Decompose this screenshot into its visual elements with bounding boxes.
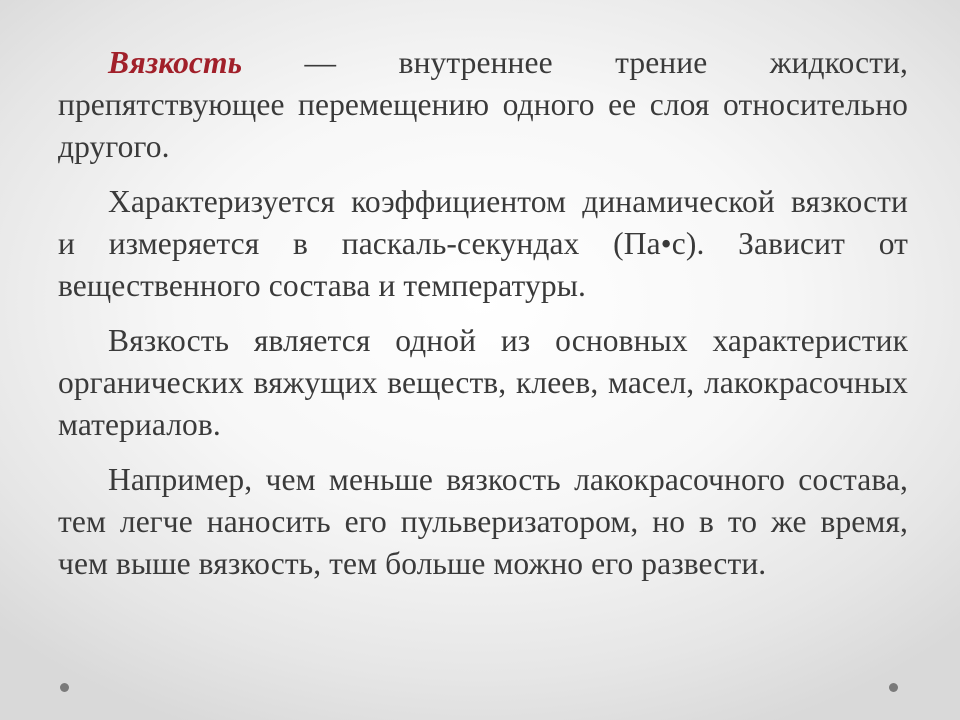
viscosity-units-paragraph: Характеризуется коэффициентом динамической вязкости и измеряется в паскаль-секундах (Па•с). Зависит от вещественного состава и температуры.: [58, 184, 908, 303]
right-decorative-dot: [889, 683, 898, 692]
viscosity-importance-paragraph: Вязкость является одной из основных характеристик органических вяжущих веществ, клеев, масел, лакокрасочных материалов.: [58, 323, 908, 442]
viscosity-definition-paragraph: [58, 42, 908, 168]
viscosity-example-paragraph: Например, чем меньше вязкость лакокрасочного состава, тем легче наносить его пульверизатором, но в то же время, чем выше вязкость, тем больше можно его развести.: [58, 462, 908, 581]
left-decorative-dot: [60, 683, 69, 692]
slide-body: [58, 42, 908, 598]
viscosity-term: Вязкость: [108, 45, 243, 80]
viscosity-definition-text: — внутреннее трение жидкости, препятствующее перемещению одного ее слоя относительно другого.: [58, 45, 908, 164]
